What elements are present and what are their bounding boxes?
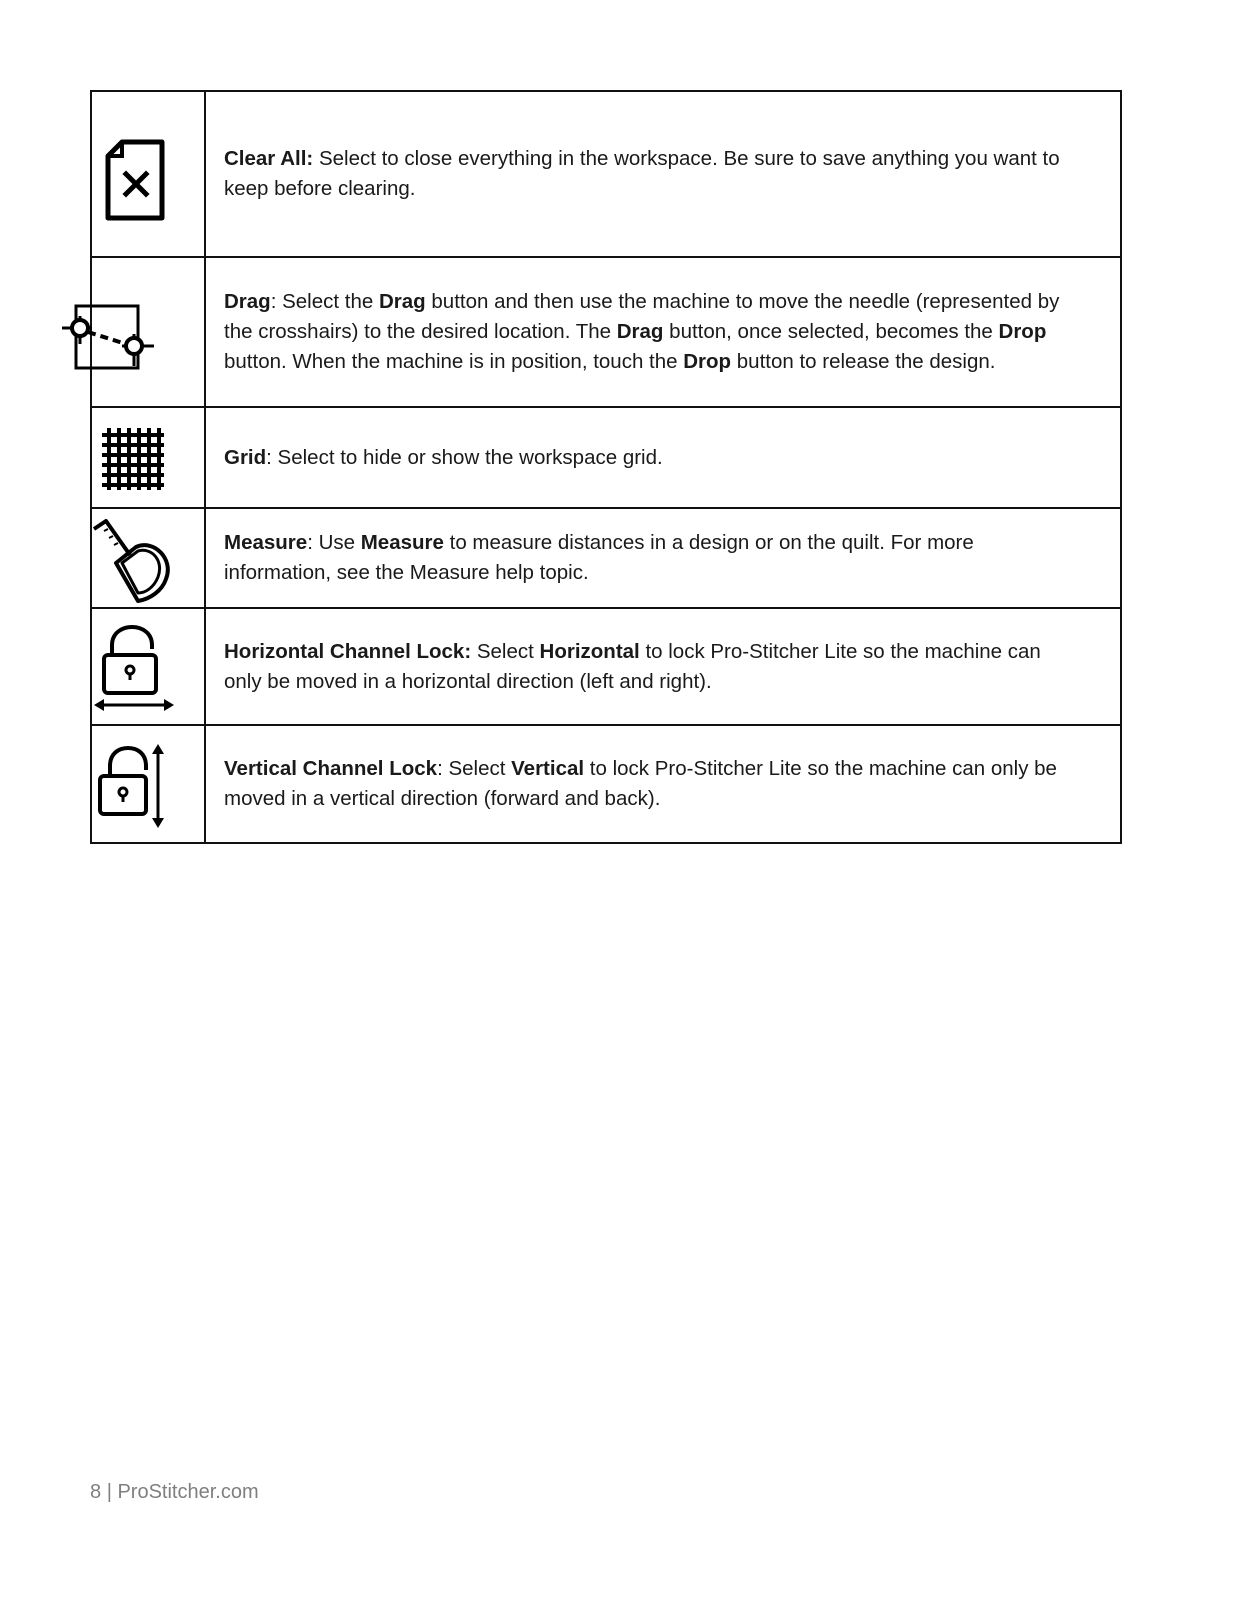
description-cell: [205, 508, 1121, 608]
emphasis-drop: Drop: [683, 350, 732, 373]
emphasis-drag: Drag: [378, 290, 426, 313]
icon-cell: [91, 407, 205, 508]
description-text: to lock Pro-Stitcher Lite so the machine can only be moved in a vertical direction (forward and back).: [224, 757, 1057, 810]
tool-reference-table: [90, 90, 1122, 844]
icon-cell: [91, 257, 205, 407]
term-drag: Drag: [224, 290, 271, 313]
icon-cell: [91, 91, 205, 257]
measure-description: [224, 528, 1080, 588]
description-text: : Select the: [270, 290, 379, 313]
description-cell: [205, 257, 1121, 407]
term-vertical-channel-lock: Vertical Channel Lock: [224, 757, 438, 780]
page-number: 8: [90, 1481, 102, 1503]
table-row-grid: [91, 407, 1121, 508]
term-grid: Grid: [224, 445, 267, 469]
emphasis-horizontal: Horizontal: [539, 639, 640, 663]
table-row-vertical-channel-lock: [91, 725, 1121, 843]
footer-site-link: ProStitcher.com: [117, 1481, 259, 1503]
grid-description: [224, 443, 1080, 473]
drag-crosshair-icon: [60, 304, 156, 374]
drag-description: [224, 287, 1080, 377]
description-text: to measure distances in a design or on the quilt. For more information, see the Measure help topic.: [224, 531, 974, 584]
term-clear-all: Clear All:: [224, 147, 314, 170]
description-cell: [205, 91, 1121, 257]
emphasis-drop: Drop: [998, 320, 1047, 343]
clear-document-icon: [104, 138, 168, 226]
vertical-lock-description: [224, 754, 1080, 814]
icon-cell: [91, 508, 205, 608]
icon-cell: [91, 608, 205, 725]
horizontal-lock-description: [224, 637, 1080, 697]
description-cell: [205, 725, 1121, 843]
measure-tape-icon: [92, 519, 172, 607]
emphasis-drag: Drag: [616, 320, 664, 343]
emphasis-measure: Measure: [360, 531, 444, 554]
clear-all-description: [224, 144, 1080, 204]
description-text: to lock Pro-Stitcher Lite so the machine can only be moved in a horizontal direction (left and right).: [224, 639, 1041, 693]
description-cell: [205, 407, 1121, 508]
page-footer: [90, 1481, 259, 1504]
description-text: button and then use the machine to move the needle (represented by the crosshairs) to the desired location. The: [224, 290, 1060, 343]
emphasis-vertical: Vertical: [511, 757, 585, 780]
icon-cell: [91, 725, 205, 843]
description-text: : Select to hide or show the workspace grid.: [266, 445, 663, 469]
description-text: button. When the machine is in position, touch the: [224, 350, 684, 373]
horizontal-lock-icon: [92, 625, 176, 717]
description-text: : Select: [437, 757, 512, 780]
table-row-measure: [91, 508, 1121, 608]
description-text: button to release the design.: [731, 350, 996, 373]
term-horizontal-channel-lock: Horizontal Channel Lock:: [224, 639, 472, 663]
table-row-drag: [91, 257, 1121, 407]
description-text: : Use: [307, 531, 361, 554]
table-row-clear-all: [91, 91, 1121, 257]
description-text: Select: [471, 639, 540, 663]
description-text: button, once selected, becomes the: [663, 320, 999, 343]
vertical-lock-icon: [96, 744, 172, 828]
description-cell: [205, 608, 1121, 725]
term-measure: Measure: [224, 531, 308, 554]
table-row-horizontal-channel-lock: [91, 608, 1121, 725]
footer-separator: |: [106, 1481, 112, 1503]
description-text: Select to close everything in the workspace. Be sure to save anything you want to keep before clearing.: [224, 147, 1060, 200]
grid-icon: [100, 426, 166, 492]
